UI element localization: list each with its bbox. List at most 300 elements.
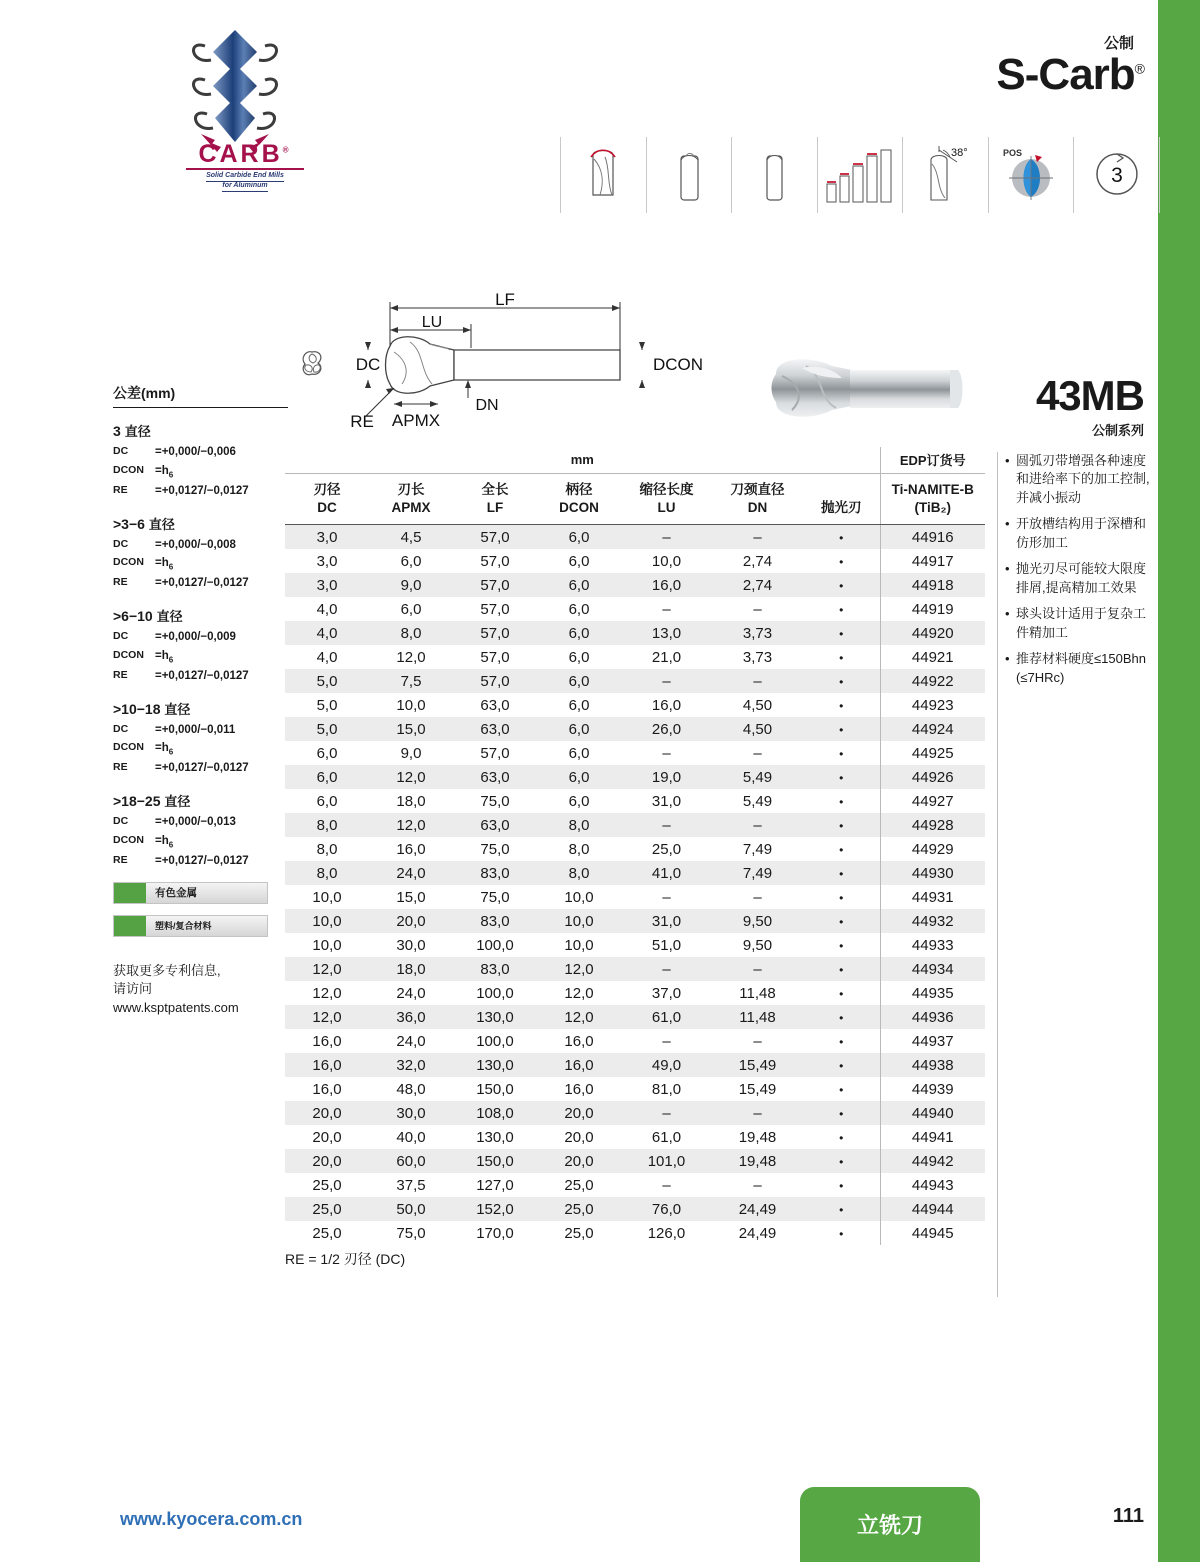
table-cell: 31,0 [651,912,682,930]
table-cell: 8,0 [568,864,590,882]
tolerance-row [113,443,288,462]
table-cell: 19,48 [738,1128,777,1146]
table-row [285,765,985,789]
table-cell: 6,0 [316,744,338,762]
table-cell: 12,0 [396,768,426,786]
table-column-header [537,474,621,525]
diagram-label-LF: LF [495,290,515,309]
table-cell: 16,0 [564,1032,594,1050]
carb-tagline-line1: Solid Carbide End Mills [206,172,284,182]
edp-order-number: 44921 [880,645,985,669]
table-cell: 37,5 [396,1176,426,1194]
table-cell: 9,0 [400,576,422,594]
table-cell: 3,73 [742,648,773,666]
tolerance-row [113,462,288,482]
table-row [285,717,985,741]
table-cell: 6,0 [568,792,590,810]
polished-flute-marker: • [839,962,844,977]
footer-category-tab[interactable] [800,1487,980,1562]
helix-angle-label: 38° [950,147,968,159]
flute-count-value: 3 [1110,164,1123,187]
table-column-header-en: DCON [559,499,599,515]
table-cell: 25,0 [564,1200,594,1218]
table-cell: 100,0 [476,936,514,954]
table-cell: 6,0 [568,696,590,714]
diagram-label-APMX: APMX [391,411,441,430]
plain-shank-icon [646,137,732,213]
table-cell: 12,0 [564,1008,594,1026]
table-cell: 6,0 [568,768,590,786]
bullet-icon: • [1005,606,1010,622]
table-cell: 30,0 [396,936,426,954]
edp-order-number: 44927 [880,789,985,813]
edp-order-number: 44918 [880,573,985,597]
tolerance-key: DCON [113,741,144,754]
table-cell: 12,0 [564,960,594,978]
edp-order-number: 44945 [880,1221,985,1245]
carb-tagline-line2: for Aluminum [222,182,267,192]
material-label: 有色金属 [155,887,197,899]
table-cell: 16,0 [312,1080,342,1098]
tolerance-unit: (mm) [141,385,176,401]
tolerance-value: =+0,000/−0,009 [155,631,236,643]
table-row [285,1197,985,1221]
table-cell: 12,0 [312,984,342,1002]
footer-website-url[interactable]: www.kyocera.com.cn [120,1509,303,1529]
polished-flute-marker: • [839,602,844,617]
patent-line-1: 获取更多专利信息, [113,962,221,978]
table-cell: – [662,528,671,546]
table-column-header-cn: 抛光刃 [821,499,862,515]
table-cell: 5,0 [316,720,338,738]
tolerance-value: =+0,000/−0,013 [155,816,236,828]
edp-order-number: 44922 [880,669,985,693]
table-cell: 57,0 [480,600,510,618]
table-cell: 24,0 [396,864,426,882]
table-row [285,1005,985,1029]
table-cell: 4,0 [316,600,338,618]
table-cell: 7,5 [400,672,422,690]
table-column-header [285,474,369,525]
tolerance-key: DCON [113,556,144,569]
table-unit-mm: mm [285,447,880,474]
model-number: 43MB [1035,372,1144,419]
polished-flute-marker: • [839,722,844,737]
table-cell: 76,0 [651,1200,682,1218]
table-cell: 10,0 [396,696,426,714]
patent-url[interactable]: www.ksptpatents.com [113,1000,239,1016]
table-cell: 12,0 [312,960,342,978]
polished-flute-marker: • [839,1010,844,1025]
edp-order-number: 44926 [880,765,985,789]
table-cell: 75,0 [480,792,510,810]
table-column-header-cn: Ti-NAMITE-B [891,482,974,497]
polished-flute-marker: • [839,842,844,857]
table-cell: 75,0 [480,888,510,906]
table-cell: 63,0 [480,816,510,834]
right-green-accent-bar [1158,0,1200,1562]
patent-info [113,962,288,1019]
table-cell: 12,0 [564,984,594,1002]
metric-tag: 公制 [1103,35,1134,52]
table-cell: 25,0 [312,1224,342,1242]
edp-order-number: 44943 [880,1173,985,1197]
polished-flute-marker: • [839,746,844,761]
polished-flute-marker: • [839,650,844,665]
table-cell: 15,0 [396,888,426,906]
tolerance-key: DC [113,722,129,735]
polished-flute-marker: • [839,1058,844,1073]
bullet-icon: • [1005,453,1010,468]
table-cell: 57,0 [480,648,510,666]
table-row [285,1125,985,1149]
table-cell: 83,0 [480,864,510,882]
table-cell: 6,0 [400,600,422,618]
table-cell: 40,0 [396,1128,426,1146]
table-cell: 100,0 [476,984,514,1002]
table-row [285,861,985,885]
feature-icon-row [560,133,1160,217]
table-cell: 83,0 [480,912,510,930]
feature-text: 球头设计适用于复杂工件精加工 [1016,606,1147,640]
carb-reg-mark: ® [282,145,292,155]
feature-item [997,605,1157,642]
table-cell: 6,0 [568,528,590,546]
table-cell: – [662,672,671,690]
tolerance-value: =+0,0127/−0,0127 [155,669,249,682]
table-column-header-en: APMX [391,499,431,515]
table-row [285,1149,985,1173]
table-cell: 57,0 [480,528,510,546]
table-cell: 9,50 [742,912,773,930]
table-cell: 3,0 [316,552,338,570]
tolerance-key: RE [113,668,128,681]
table-cell: 10,0 [312,912,342,930]
tolerance-group [113,699,288,779]
tolerance-value: $=h_6$ [155,742,174,757]
table-row [285,549,985,573]
tolerance-group [113,791,288,871]
feature-item [997,560,1157,597]
polished-flute-marker: • [839,1082,844,1097]
table-cell: 150,0 [476,1152,514,1170]
bullet-icon: • [1005,651,1010,667]
table-cell: 19,48 [738,1152,777,1170]
table-cell: 6,0 [568,600,590,618]
table-cell: 8,0 [316,816,338,834]
material-color-swatch [114,916,146,936]
s-carb-logo-mark [140,22,330,152]
table-row [285,981,985,1005]
page-title [996,50,1144,100]
bullet-icon: • [1005,516,1010,532]
table-cell: 20,0 [312,1128,342,1146]
table-cell: 2,74 [742,552,773,570]
table-row [285,957,985,981]
polished-flute-marker: • [839,938,844,953]
table-cell: 4,5 [400,528,422,546]
table-cell: 126,0 [647,1224,686,1242]
table-row [285,933,985,957]
table-row [285,741,985,765]
polished-flute-marker: • [839,578,844,593]
tolerance-sidebar [113,383,288,1018]
table-cell: 6,0 [400,552,422,570]
table-cell: 150,0 [476,1080,514,1098]
edp-order-number: 44930 [880,861,985,885]
table-cell: 16,0 [564,1080,594,1098]
table-column-header [453,474,537,525]
tolerance-row [113,832,288,852]
table-cell: – [662,960,671,978]
polished-flute-marker: • [839,1178,844,1193]
table-column-header-cn: 缩径长度 [639,482,694,497]
table-column-header [880,474,985,525]
table-row [285,573,985,597]
table-cell: 60,0 [396,1152,426,1170]
tolerance-row [113,647,288,667]
table-cell: 130,0 [476,1128,514,1146]
polished-flute-marker: • [839,818,844,833]
edp-order-number: 44925 [880,741,985,765]
tool-dimension-diagram [290,288,750,438]
table-cell: 57,0 [480,624,510,642]
tolerance-row [113,628,288,647]
table-column-header-cn: 柄径 [565,482,593,497]
tolerance-group [113,514,288,594]
table-cell: 51,0 [651,936,682,954]
table-cell: 24,49 [738,1224,777,1242]
table-cell: – [662,744,671,762]
table-cell: 15,49 [738,1056,777,1074]
polished-flute-marker: • [839,626,844,641]
polished-flute-marker: • [839,1154,844,1169]
table-cell: 8,0 [400,624,422,642]
edp-order-number: 44937 [880,1029,985,1053]
tolerance-value: =+0,000/−0,006 [155,446,236,458]
table-cell: 10,0 [564,888,594,906]
table-column-header-en: DC [317,499,337,515]
bullet-icon: • [1005,561,1010,577]
table-cell: 108,0 [476,1104,514,1122]
table-cell: 26,0 [651,720,682,738]
helix-angle-icon [902,137,988,213]
table-cell: 5,0 [316,696,338,714]
tolerance-key: RE [113,853,128,866]
table-cell: 20,0 [396,912,426,930]
table-cell: – [753,1032,762,1050]
polished-flute-marker: • [839,770,844,785]
table-cell: 20,0 [564,1152,594,1170]
table-cell: 10,0 [564,912,594,930]
ball-nose-endmill-icon [560,137,646,213]
table-column-header-en: (TiB₂) [914,499,951,515]
feature-list [997,452,1157,695]
table-cell: 50,0 [396,1200,426,1218]
material-badge [113,882,268,904]
tolerance-row [113,536,288,555]
tolerance-key: RE [113,761,128,774]
table-row [285,621,985,645]
table-cell: 57,0 [480,552,510,570]
table-cell: 21,0 [651,648,682,666]
table-footnote: RE = 1/2 刃径 (DC) [285,1251,406,1267]
table-cell: 6,0 [316,768,338,786]
polished-flute-marker: • [839,698,844,713]
table-cell: 24,0 [396,1032,426,1050]
table-cell: – [753,744,762,762]
feature-text: 抛光刃尽可能较大限度排屑,提高精加工效果 [1016,561,1147,595]
table-cell: 25,0 [312,1200,342,1218]
tolerance-value: $=h_6$ [155,557,174,572]
tolerance-row [113,554,288,574]
tolerance-value: =+0,0127/−0,0127 [155,484,249,497]
diagram-label-RE: RE [350,412,374,431]
diagram-label-LU: LU [421,314,443,331]
brand-name: S-Carb [996,50,1135,99]
table-cell: 16,0 [564,1056,594,1074]
table-cell: – [662,888,671,906]
tolerance-key: DC [113,630,129,642]
edp-order-number: 44940 [880,1101,985,1125]
table-cell: 5,49 [742,792,773,810]
table-cell: 170,0 [476,1224,514,1242]
tolerance-key: RE [113,576,128,589]
carb-text: CARB [198,140,283,168]
table-cell: 11,48 [739,1008,776,1026]
material-badge [113,915,268,937]
table-header-row [285,474,985,525]
table-cell: 100,0 [476,1032,514,1050]
tolerance-title [113,383,288,408]
tolerance-group-range: 3 直径 [113,423,151,439]
edp-order-number: 44938 [880,1053,985,1077]
table-cell: 63,0 [480,768,510,786]
tolerance-value: =+0,0127/−0,0127 [155,577,249,590]
table-cell: 10,0 [312,936,342,954]
table-column-header [621,474,712,525]
table-cell: 6,0 [568,744,590,762]
table-cell: 4,0 [316,624,338,642]
tolerance-row [113,721,288,740]
tolerance-row [113,574,288,593]
tolerance-value: =+0,000/−0,008 [155,538,236,551]
edp-order-number: 44924 [880,717,985,741]
table-cell: 41,0 [651,864,682,882]
table-cell: 48,0 [396,1080,426,1098]
table-cell: 8,0 [316,864,338,882]
table-cell: 18,0 [396,792,426,810]
polished-flute-marker: • [839,890,844,905]
polished-flute-marker: • [839,1202,844,1217]
edp-order-number: 44919 [880,597,985,621]
tolerance-key: DCON [113,463,144,476]
table-cell: 36,0 [396,1008,426,1026]
table-cell: 9,0 [400,744,422,762]
feature-text: 圆弧刃带增强各种速度和进给率下的加工控制,并减小振动 [1016,453,1150,505]
table-cell: 6,0 [568,648,590,666]
table-column-header-en: LF [486,499,504,515]
polished-flute-marker: • [839,674,844,689]
table-column-header-cn: 刃径 [313,482,341,497]
edp-order-number: 44917 [880,549,985,573]
table-cell: 6,0 [316,792,338,810]
table-cell: 6,0 [568,624,590,642]
table-cell: 16,0 [651,576,682,594]
table-cell: 16,0 [312,1056,342,1074]
table-edp-header: EDP订货号 [880,447,985,474]
table-row [285,1053,985,1077]
polished-flute-marker: • [839,1106,844,1121]
table-cell: – [753,600,762,618]
table-cell: 10,0 [564,936,594,954]
polished-flute-marker: • [839,1130,844,1145]
carb-tagline [186,172,304,192]
edp-order-number: 44944 [880,1197,985,1221]
table-cell: 127,0 [476,1176,514,1194]
table-column-header-cn: 刃长 [397,482,425,497]
table-cell: 13,0 [651,624,682,642]
tolerance-group [113,606,288,686]
table-row [285,597,985,621]
table-cell: 63,0 [480,696,510,714]
table-cell: 3,73 [742,624,773,642]
table-cell: – [662,1176,671,1194]
table-column-header-en: DN [747,499,768,515]
tolerance-value: =+0,0127/−0,0127 [155,762,249,775]
table-cell: 61,0 [651,1008,682,1026]
table-cell: – [753,960,762,978]
table-cell: 3,0 [316,576,338,594]
edp-order-number: 44923 [880,693,985,717]
edp-order-number: 44916 [880,525,985,550]
diagram-label-DC: DC [355,355,381,374]
length-series-icon [817,137,903,213]
table-row [285,1077,985,1101]
table-cell: 49,0 [651,1056,682,1074]
diagram-label-DCON: DCON [652,355,704,374]
table-column-header [712,474,803,525]
table-row [285,885,985,909]
tolerance-group-range: >6−10 直径 [113,608,183,624]
table-row [285,1029,985,1053]
product-photo [762,348,987,430]
table-row [285,813,985,837]
table-row [285,693,985,717]
table-cell: 25,0 [651,840,682,858]
feature-text: 开放槽结构用于深槽和仿形加工 [1016,516,1147,550]
table-cell: 24,49 [738,1200,777,1218]
pos-geometry-icon [988,137,1074,213]
table-cell: 152,0 [476,1200,514,1218]
feature-item [997,515,1157,552]
polished-flute-marker: • [839,914,844,929]
table-cell: 5,49 [742,768,773,786]
table-cell: 16,0 [396,840,426,858]
table-column-header-en: LU [657,499,676,515]
table-cell: 75,0 [480,840,510,858]
page-number: 111 [1112,1505,1144,1527]
table-cell: 20,0 [312,1104,342,1122]
table-cell: – [753,1104,762,1122]
cylindrical-shank-icon [731,137,817,213]
tolerance-group-range: >10−18 直径 [113,700,191,717]
polished-flute-marker: • [839,794,844,809]
table-cell: 20,0 [312,1152,342,1170]
tolerance-row [113,813,288,832]
table-cell: 15,0 [396,720,426,738]
table-column-header-cn: 全长 [481,482,509,497]
